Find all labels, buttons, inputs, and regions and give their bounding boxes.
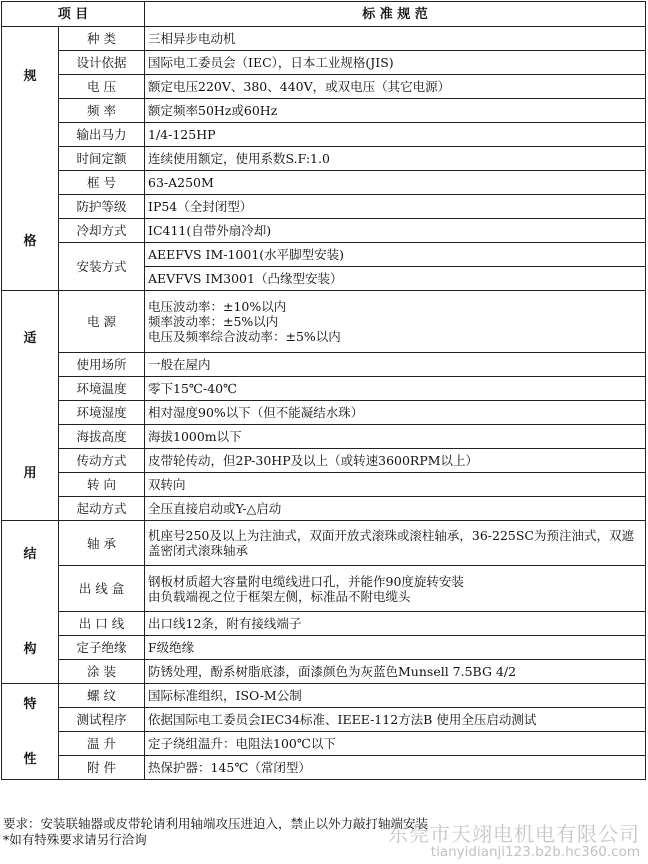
table-row — [2, 684, 646, 708]
row-label: 轴 承 — [59, 521, 145, 566]
row-label: 起动方式 — [59, 497, 145, 521]
watermark — [330, 816, 646, 862]
watermark-company: 东莞市天翊电机电有限公司 — [388, 822, 640, 846]
row-value: 机座号250及以上为注油式，双面开放式滚珠或滚柱轴承，36-225SC为预注油式，双遮盖密闭式滚珠轴承 — [145, 521, 646, 566]
table-row — [2, 291, 646, 353]
row-value: 1/4-125HP — [145, 123, 646, 147]
table-row — [2, 123, 646, 147]
row-label: 设计依据 — [59, 51, 145, 75]
table-row — [2, 195, 646, 219]
table-row — [2, 708, 646, 732]
row-value: AEVFVS IM3001（凸缘型安装） — [145, 267, 646, 291]
row-label: 电 源 — [59, 291, 145, 353]
row-label: 安装方式 — [59, 243, 145, 291]
table-row — [2, 756, 646, 780]
row-label: 附 件 — [59, 756, 145, 780]
row-value — [145, 566, 646, 612]
category-char: 构 — [23, 642, 37, 657]
category-spec — [2, 27, 59, 291]
watermark-url: tianyidianji123.b2b.hc360.com — [430, 844, 640, 860]
row-value: 一般在屋内 — [145, 353, 646, 377]
category-char: 规 — [23, 68, 37, 84]
table-row — [2, 732, 646, 756]
row-label: 涂 装 — [59, 660, 145, 684]
row-value: 海拔1000m以下 — [145, 425, 646, 449]
table-row — [2, 377, 646, 401]
table-row — [2, 219, 646, 243]
table-row — [2, 147, 646, 171]
table-row — [2, 401, 646, 425]
table-row — [2, 99, 646, 123]
table-row — [2, 636, 646, 660]
row-value: IC411(自带外扇冷却) — [145, 219, 646, 243]
row-label: 频 率 — [59, 99, 145, 123]
row-label: 定子绝缘 — [59, 636, 145, 660]
note-requirement: 要求：安装联轴器或皮带轮请利用轴端攻压进迫入，禁止以外力敲打轴端安装 — [3, 816, 429, 831]
row-label: 种 类 — [59, 27, 145, 51]
table-header — [2, 2, 646, 27]
row-value: 额定频率50Hz或60Hz — [145, 99, 646, 123]
row-value: 皮带轮传动，但2P-30HP及以上（或转速3600RPM以上） — [145, 449, 646, 473]
row-value: 63-A250M — [145, 171, 646, 195]
category-use — [2, 291, 59, 521]
table-row — [2, 243, 646, 267]
table-row — [2, 660, 646, 684]
row-label: 出 线 盒 — [59, 566, 145, 612]
row-value: 相对湿度90%以下（但不能凝结水珠） — [145, 401, 646, 425]
row-value: 国际标准组织，ISO-M公制 — [145, 684, 646, 708]
row-value: AEEFVS IM-1001(水平脚型安装) — [145, 243, 646, 267]
row-label: 环境湿度 — [59, 401, 145, 425]
row-value: 全压直接启动或Y-△启动 — [145, 497, 646, 521]
spec-table — [1, 1, 646, 780]
row-value: 防锈处理，酚系树脂底漆，面漆颜色为灰蓝色Munsell 7.5BG 4/2 — [145, 660, 646, 684]
value-line: 由负载端视之位于框架左侧，标准品不附电缆头 — [148, 588, 411, 604]
value-line: 电压及频率综合波动率：±5%以内 — [148, 329, 341, 344]
table-row — [2, 353, 646, 377]
category-char: 特 — [23, 696, 37, 712]
table-row — [2, 171, 646, 195]
table-row — [2, 75, 646, 99]
row-label: 使用场所 — [59, 353, 145, 377]
row-value: 额定电压220V、380、440V，或双电压（其它电源） — [145, 75, 646, 99]
row-value: F级绝缘 — [145, 636, 646, 660]
row-value: 零下15℃-40℃ — [145, 377, 646, 401]
row-value: 三相异步电动机 — [145, 27, 646, 51]
row-label: 测试程序 — [59, 708, 145, 732]
value-line: 电压波动率：±10%以内 — [148, 299, 287, 314]
row-label: 冷却方式 — [59, 219, 145, 243]
value-line: 频率波动率：±5%以内 — [148, 314, 279, 329]
row-label: 传动方式 — [59, 449, 145, 473]
row-value: 依据国际电工委员会IEC34标准、IEEE-112方法B 使用全压启动测试 — [145, 708, 646, 732]
row-label: 框 号 — [59, 171, 145, 195]
category-char: 性 — [23, 751, 37, 767]
row-label: 环境温度 — [59, 377, 145, 401]
row-value: 出口线12条，附有接线端子 — [145, 612, 646, 636]
row-label: 转 向 — [59, 473, 145, 497]
row-label: 螺 纹 — [59, 684, 145, 708]
header-standard: 标 准 规 范 — [145, 2, 646, 27]
table-row — [2, 566, 646, 612]
row-label: 防护等级 — [59, 195, 145, 219]
row-label: 输出马力 — [59, 123, 145, 147]
row-label: 电 压 — [59, 75, 145, 99]
value-line: 钢板材质超大容量附电缆线进口孔，并能作90度旋转安装 — [148, 573, 464, 589]
table-row — [2, 473, 646, 497]
note-special: *如有特殊要求请另行洽询 — [3, 832, 147, 847]
row-value: 热保护器：145℃（常闭型） — [145, 756, 646, 780]
table-row — [2, 612, 646, 636]
category-char: 用 — [23, 465, 37, 481]
table-row — [2, 521, 646, 566]
table-row — [2, 51, 646, 75]
row-value: IP54（全封闭型） — [145, 195, 646, 219]
table-row — [2, 27, 646, 51]
row-label: 温 升 — [59, 732, 145, 756]
row-value: 国际电工委员会（IEC），日本工业规格(JIS) — [145, 51, 646, 75]
category-char: 结 — [23, 547, 37, 562]
table-row — [2, 449, 646, 473]
row-value: 双转向 — [145, 473, 646, 497]
header-item: 项 目 — [2, 2, 145, 27]
row-label: 出 口 线 — [59, 612, 145, 636]
category-feature — [2, 684, 59, 780]
category-char: 适 — [23, 330, 37, 346]
category-char: 格 — [23, 233, 37, 249]
table-row — [2, 497, 646, 521]
row-value: 连续使用额定，使用系数S.F:1.0 — [145, 147, 646, 171]
row-label: 时间定额 — [59, 147, 145, 171]
row-value: 定子绕组温升：电阻法100℃以下 — [145, 732, 646, 756]
row-value — [145, 291, 646, 353]
category-structure — [2, 521, 59, 684]
row-label: 海拔高度 — [59, 425, 145, 449]
table-row — [2, 425, 646, 449]
